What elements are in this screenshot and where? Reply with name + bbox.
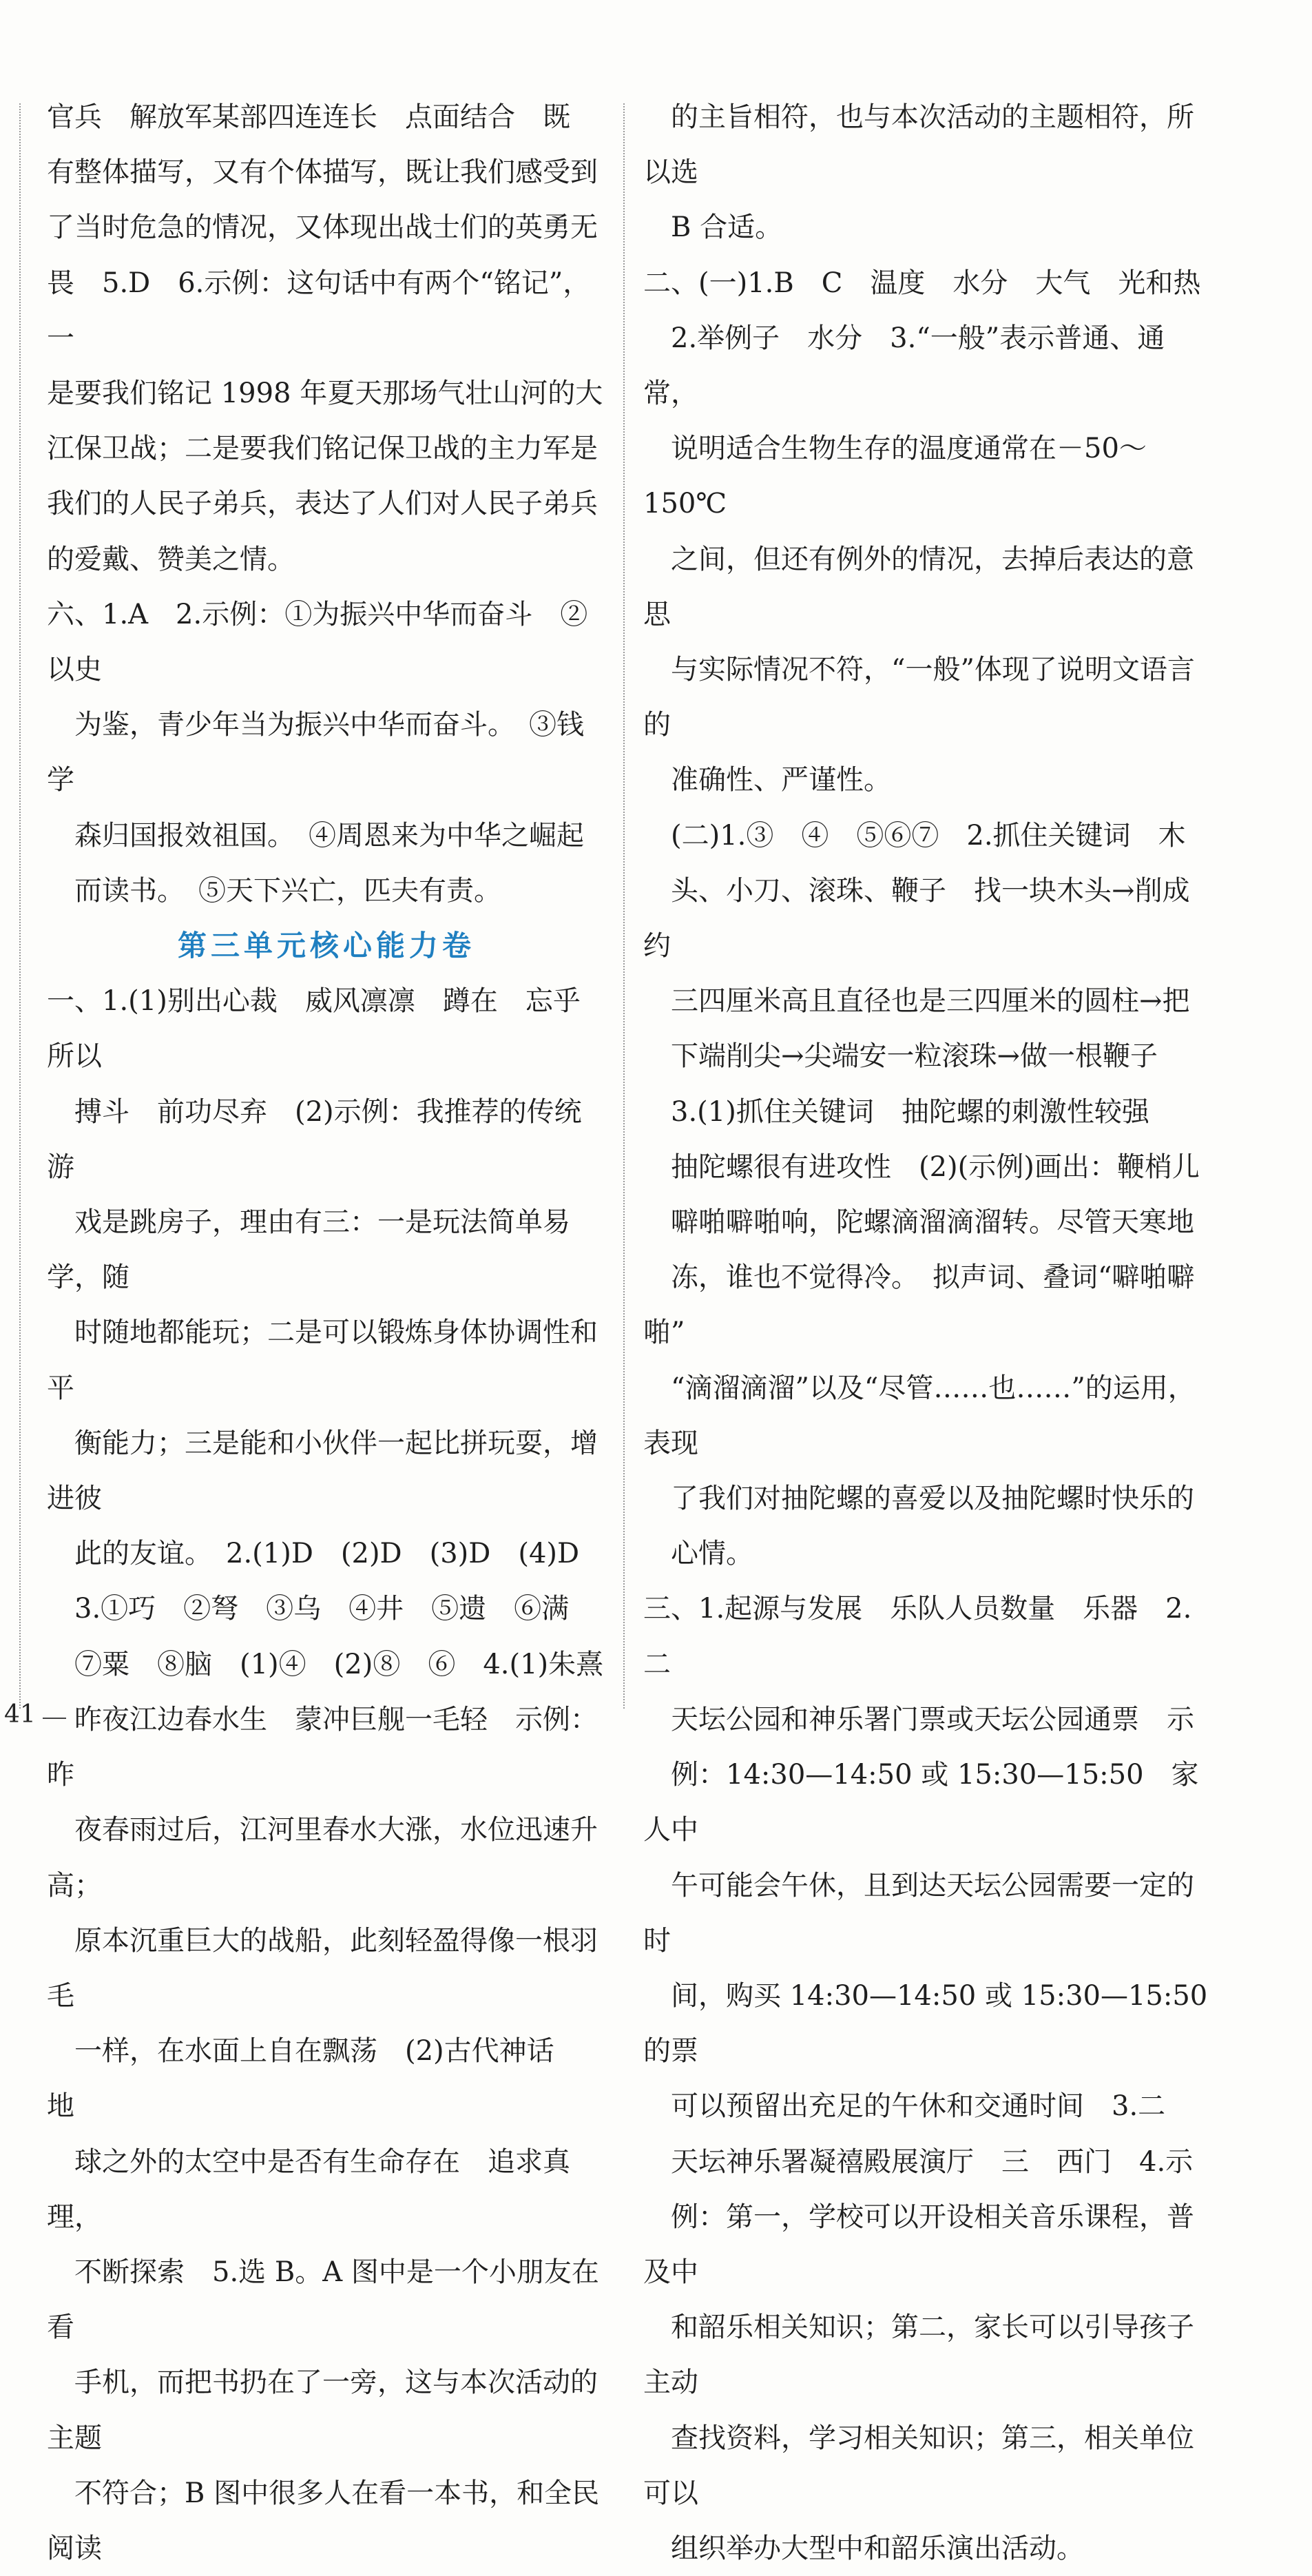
section-title: 第三单元核心能力卷 bbox=[177, 929, 475, 963]
text-line: 了当时危急的情况，又体现出战士们的英勇无 bbox=[47, 212, 598, 244]
text-line: 戏是跳房子，理由有三：一是玩法简单易学，随 bbox=[47, 1206, 570, 1294]
text-line: 二、(一)1.B C 温度 水分 大气 光和热 bbox=[643, 267, 1201, 299]
text-line: 的爱戴、赞美之情。 bbox=[47, 543, 295, 575]
text-line: 间，购买 14:30—14:50 或 15:30—15:50 的票 bbox=[643, 1979, 1216, 2068]
text-line: 和韶乐相关知识；第二，家长可以引导孩子主动 bbox=[643, 2311, 1194, 2399]
text-line: 衡能力；三是能和小伙伴一起比拼玩耍，增进彼 bbox=[47, 1427, 598, 1515]
text-line: 三、1.起源与发展 乐队人员数量 乐器 2.二 bbox=[643, 1593, 1192, 1680]
left-column bbox=[47, 90, 606, 2576]
text-line: 天坛公园和神乐署门票或天坛公园通票 示 bbox=[643, 1703, 1194, 1735]
text-line: (二)1.③ ④ ⑤⑥⑦ 2.抓住关键词 木 bbox=[643, 819, 1186, 852]
text-line: 说明适合生物生存的温度通常在－50～150℃ bbox=[643, 433, 1147, 520]
page-number-dash bbox=[43, 1718, 66, 1719]
text-line: 查找资料，学习相关知识；第三，相关单位可以 bbox=[643, 2422, 1194, 2509]
text-line: 一、1.(1)别出心裁 威风凛凛 蹲在 忘乎所以 bbox=[47, 985, 581, 1073]
text-line: 可以预留出充足的午休和交通时间 3.二 bbox=[643, 2090, 1166, 2123]
text-line: 江保卫战；二是要我们铭记保卫战的主力军是 bbox=[47, 433, 598, 465]
text-line: 例：14:30—14:50 或 15:30—15:50 家人中 bbox=[643, 1759, 1199, 1846]
text-line: ⑦粟 ⑧脑 (1)④ (2)⑧ ⑥ 4.(1)朱熹 bbox=[47, 1648, 604, 1680]
text-line: 而读书。 ⑤天下兴亡，匹夫有责。 bbox=[47, 874, 501, 907]
text-line: 畏 5.D 6.示例：这句话中有两个“铭记”，一 bbox=[47, 267, 591, 354]
column-divider bbox=[623, 103, 625, 1709]
text-line: 原本沉重巨大的战船，此刻轻盈得像一根羽毛 bbox=[47, 1924, 598, 2012]
text-line: 例：第一，学校可以开设相关音乐课程，普及中 bbox=[643, 2201, 1194, 2288]
right-column bbox=[643, 90, 1215, 2576]
text-line: 一样，在水面上自在飘荡 (2)古代神话 地 bbox=[47, 2035, 582, 2123]
text-line: 组织举办大型中和韶乐演出活动。 bbox=[643, 2532, 1084, 2564]
page-number: 41 bbox=[4, 1700, 36, 1729]
text-line: 2.举例子 水分 3.“一般”表示普通、通常， bbox=[643, 322, 1165, 410]
text-line: 不符合；B 图中很多人在看一本书，和全民阅读 bbox=[47, 2477, 600, 2564]
text-line: “滴溜滴溜”以及“尽管……也……”的运用，表现 bbox=[643, 1372, 1196, 1459]
text-line: 搏斗 前功尽弃 (2)示例：我推荐的传统游 bbox=[47, 1095, 582, 1183]
text-line: 3.①巧 ②弩 ③乌 ④井 ⑤遗 ⑥满 bbox=[47, 1593, 570, 1625]
text-line: 抽陀螺很有进攻性 (2)(示例)画出：鞭梢儿 bbox=[643, 1151, 1200, 1183]
text-line: 心情。 bbox=[643, 1538, 753, 1570]
text-line: 下端削尖→尖端安一粒滚珠→做一根鞭子 bbox=[643, 1040, 1158, 1073]
text-line: 噼啪噼啪响，陀螺滴溜滴溜转。尽管天寒地 bbox=[643, 1206, 1194, 1239]
text-line: 为鉴，青少年当为振兴中华而奋斗。 ③钱学 bbox=[47, 709, 584, 796]
text-line: 昨夜江边春水生 蒙冲巨舰一毛轻 示例：昨 bbox=[47, 1703, 598, 1791]
text-line: 准确性、严谨性。 bbox=[643, 764, 891, 796]
text-line: 有整体描写，又有个体描写，既让我们感受到 bbox=[47, 156, 598, 189]
left-bottom-lines bbox=[47, 973, 606, 2576]
text-line: 3.(1)抓住关键词 抽陀螺的刺激性较强 bbox=[643, 1095, 1149, 1128]
text-line: 午可能会午休，且到达天坛公园需要一定的时 bbox=[643, 1869, 1194, 1957]
text-line: 六、1.A 2.示例：①为振兴中华而奋斗 ②以史 bbox=[47, 598, 588, 686]
text-line: 官兵 解放军某部四连连长 点面结合 既 bbox=[47, 101, 570, 133]
text-line: 球之外的太空中是否有生命存在 追求真理， bbox=[47, 2145, 570, 2233]
text-line: 此的友谊。 2.(1)D (2)D (3)D (4)D bbox=[47, 1538, 580, 1570]
text-line: 森归国报效祖国。 ④周恩来为中华之崛起 bbox=[47, 819, 584, 852]
text-line: 天坛神乐署凝禧殿展演厅 三 西门 4.示 bbox=[643, 2145, 1194, 2178]
text-line: 了我们对抽陀螺的喜爱以及抽陀螺时快乐的 bbox=[643, 1483, 1194, 1515]
text-line: 头、小刀、滚珠、鞭子 找一块木头→削成约 bbox=[643, 874, 1190, 962]
text-line: 三四厘米高且直径也是三四厘米的圆柱→把 bbox=[643, 985, 1190, 1018]
text-line: 冻，谁也不觉得冷。 拟声词、叠词“噼啪噼啪” bbox=[643, 1261, 1195, 1349]
text-line: 夜春雨过后，江河里春水大涨，水位迅速升高； bbox=[47, 1814, 598, 1902]
left-top-lines bbox=[47, 90, 606, 918]
text-line: 不断探索 5.选 B。A 图中是一个小朋友在看 bbox=[47, 2256, 599, 2344]
text-line: B 合适。 bbox=[643, 212, 783, 244]
text-line: 我们的人民子弟兵，表达了人们对人民子弟兵 bbox=[47, 488, 598, 520]
text-line: 之间，但还有例外的情况，去掉后表达的意思 bbox=[643, 543, 1194, 630]
margin-dotted-line bbox=[19, 103, 21, 1709]
text-line: 的主旨相符，也与本次活动的主题相符，所以选 bbox=[643, 101, 1194, 189]
right-lines bbox=[643, 90, 1215, 2576]
text-line: 是要我们铭记 1998 年夏天那场气壮山河的大 bbox=[47, 378, 603, 410]
text-line: 时随地都能玩；二是可以锻炼身体协调性和平 bbox=[47, 1317, 598, 1404]
text-line: 手机，而把书扔在了一旁，这与本次活动的主题 bbox=[47, 2367, 598, 2454]
text-line: 与实际情况不符，“一般”体现了说明文语言的 bbox=[643, 654, 1195, 741]
